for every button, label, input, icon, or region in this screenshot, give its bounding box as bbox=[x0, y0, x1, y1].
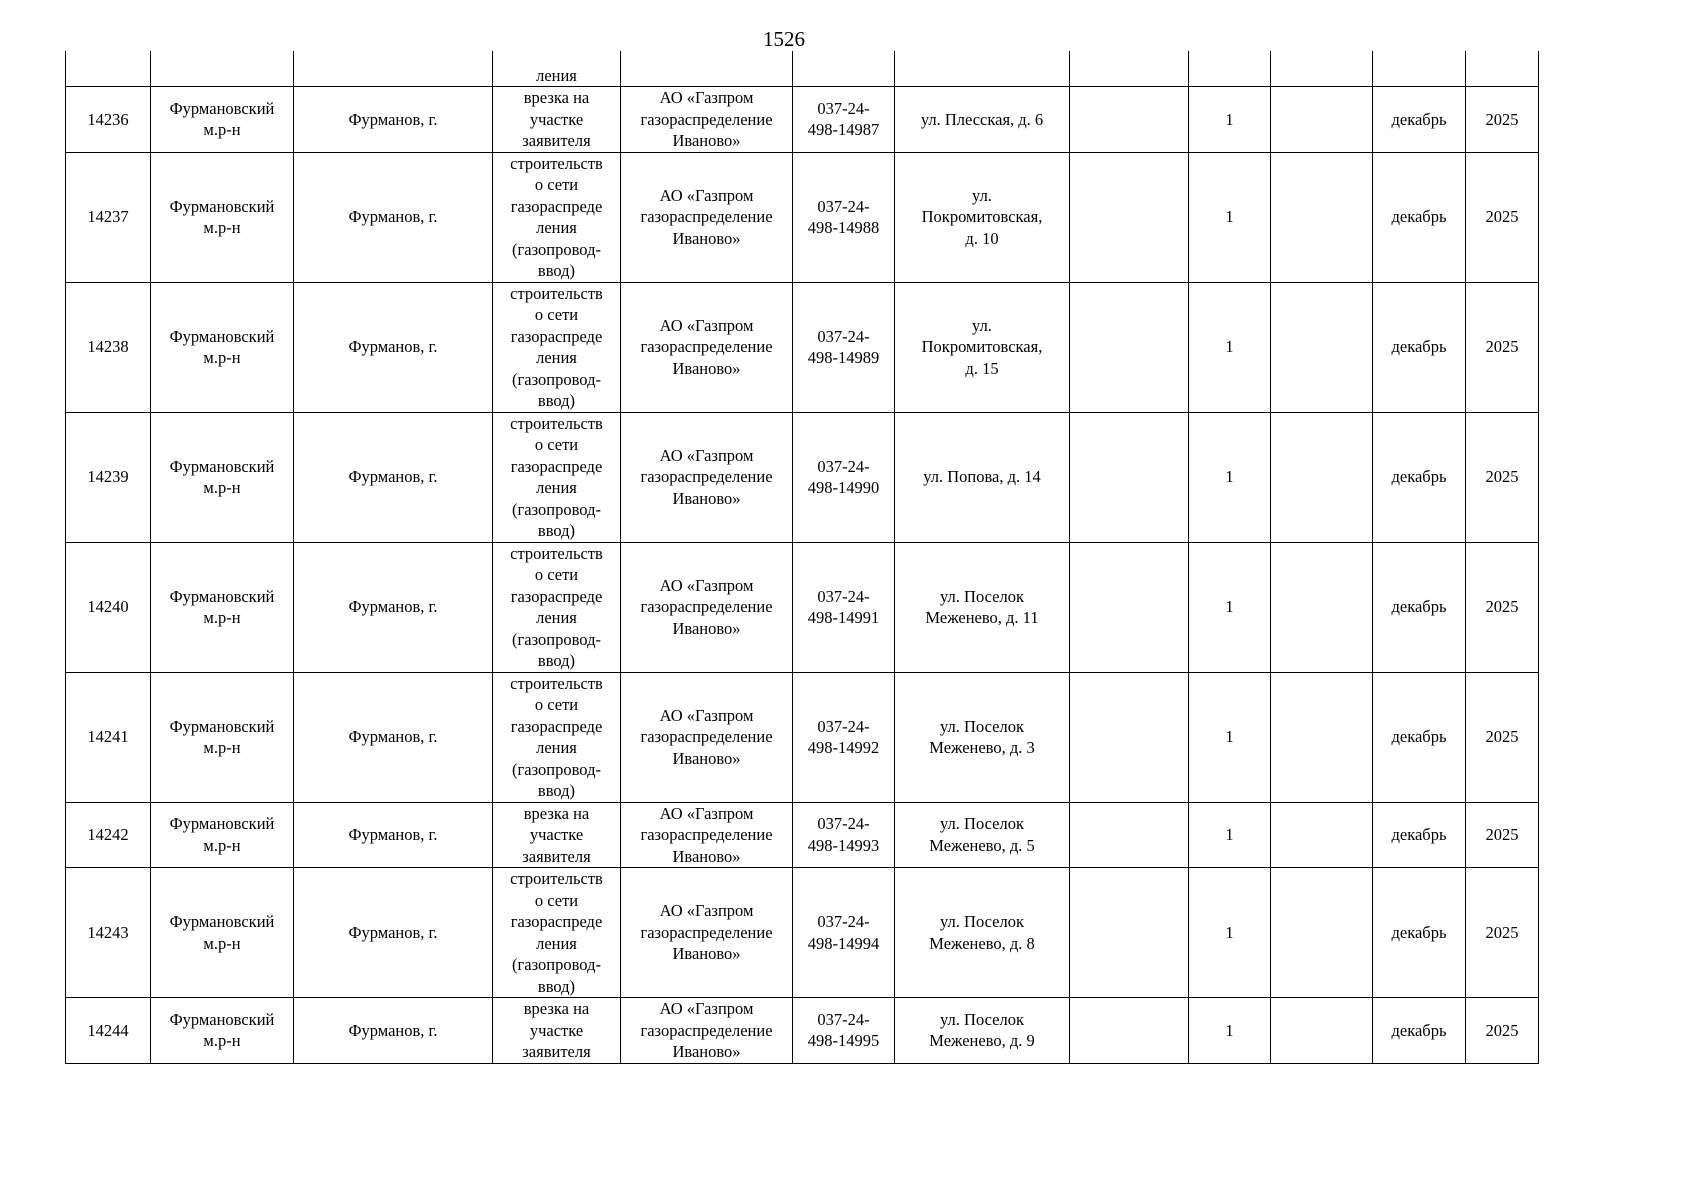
cell-month: декабрь bbox=[1373, 868, 1466, 998]
cell-empty-1 bbox=[1070, 998, 1189, 1064]
cell-district bbox=[151, 51, 294, 87]
page-number: 1526 bbox=[763, 27, 805, 51]
table-body bbox=[66, 51, 1539, 1063]
cell-no: 14236 bbox=[66, 87, 151, 153]
cell-quantity bbox=[1189, 51, 1271, 87]
cell-year: 2025 bbox=[1466, 152, 1539, 282]
cell-year bbox=[1466, 51, 1539, 87]
continued-row bbox=[66, 51, 1539, 87]
cell-month: декабрь bbox=[1373, 802, 1466, 868]
cell-empty-1 bbox=[1070, 542, 1189, 672]
cell-work-type: строительств о сети газораспреде ления (газопровод- ввод) bbox=[493, 412, 621, 542]
cell-month bbox=[1373, 51, 1466, 87]
cell-district: Фурмановский м.р-н bbox=[151, 542, 294, 672]
cell-quantity: 1 bbox=[1189, 282, 1271, 412]
cell-organization: АО «Газпром газораспределение Иваново» bbox=[621, 282, 793, 412]
cell-locality: Фурманов, г. bbox=[294, 868, 493, 998]
table-row bbox=[66, 282, 1539, 412]
cell-quantity: 1 bbox=[1189, 998, 1271, 1064]
cell-empty-1 bbox=[1070, 282, 1189, 412]
cell-month: декабрь bbox=[1373, 152, 1466, 282]
cell-code: 037-24- 498-14988 bbox=[793, 152, 895, 282]
cell-code: 037-24- 498-14995 bbox=[793, 998, 895, 1064]
cell-empty-2 bbox=[1271, 152, 1373, 282]
cell-locality: Фурманов, г. bbox=[294, 412, 493, 542]
cell-year: 2025 bbox=[1466, 998, 1539, 1064]
cell-empty-2 bbox=[1271, 282, 1373, 412]
cell-quantity: 1 bbox=[1189, 542, 1271, 672]
cell-work-type: строительств о сети газораспреде ления (газопровод- ввод) bbox=[493, 542, 621, 672]
cell-locality: Фурманов, г. bbox=[294, 542, 493, 672]
cell-quantity: 1 bbox=[1189, 802, 1271, 868]
cell-code: 037-24- 498-14994 bbox=[793, 868, 895, 998]
cell-empty-1 bbox=[1070, 868, 1189, 998]
cell-empty-1 bbox=[1070, 412, 1189, 542]
cell-district: Фурмановский м.р-н bbox=[151, 802, 294, 868]
cell-address: ул. Поселок Меженево, д. 8 bbox=[895, 868, 1070, 998]
cell-empty-1 bbox=[1070, 802, 1189, 868]
cell-address: ул. Плесская, д. 6 bbox=[895, 87, 1070, 153]
cell-month: декабрь bbox=[1373, 672, 1466, 802]
cell-month: декабрь bbox=[1373, 542, 1466, 672]
cell-address: ул. Попова, д. 14 bbox=[895, 412, 1070, 542]
cell-work-type: строительств о сети газораспреде ления (газопровод- ввод) bbox=[493, 282, 621, 412]
cell-organization bbox=[621, 51, 793, 87]
cell-quantity: 1 bbox=[1189, 672, 1271, 802]
table-row bbox=[66, 998, 1539, 1064]
cell-no: 14237 bbox=[66, 152, 151, 282]
cell-district: Фурмановский м.р-н bbox=[151, 998, 294, 1064]
cell-empty-2 bbox=[1271, 998, 1373, 1064]
cell-work-type: врезка на участке заявителя bbox=[493, 998, 621, 1064]
cell-month: декабрь bbox=[1373, 282, 1466, 412]
cell-no: 14244 bbox=[66, 998, 151, 1064]
table-row bbox=[66, 802, 1539, 868]
cell-district: Фурмановский м.р-н bbox=[151, 672, 294, 802]
cell-organization: АО «Газпром газораспределение Иваново» bbox=[621, 87, 793, 153]
cell-no: 14239 bbox=[66, 412, 151, 542]
cell-organization: АО «Газпром газораспределение Иваново» bbox=[621, 868, 793, 998]
table-row bbox=[66, 87, 1539, 153]
cell-no: 14240 bbox=[66, 542, 151, 672]
cell-empty-2 bbox=[1271, 672, 1373, 802]
cell-locality bbox=[294, 51, 493, 87]
table-row bbox=[66, 868, 1539, 998]
cell-work-type: врезка на участке заявителя bbox=[493, 802, 621, 868]
cell-district: Фурмановский м.р-н bbox=[151, 87, 294, 153]
cell-empty-1 bbox=[1070, 152, 1189, 282]
cell-code: 037-24- 498-14992 bbox=[793, 672, 895, 802]
cell-organization: АО «Газпром газораспределение Иваново» bbox=[621, 152, 793, 282]
cell-locality: Фурманов, г. bbox=[294, 802, 493, 868]
cell-empty-2 bbox=[1271, 87, 1373, 153]
cell-address bbox=[895, 51, 1070, 87]
cell-address: ул. Покромитовская, д. 10 bbox=[895, 152, 1070, 282]
cell-empty-2 bbox=[1271, 802, 1373, 868]
cell-year: 2025 bbox=[1466, 282, 1539, 412]
cell-work-type: врезка на участке заявителя bbox=[493, 87, 621, 153]
cell-code: 037-24- 498-14989 bbox=[793, 282, 895, 412]
cell-empty-2 bbox=[1271, 542, 1373, 672]
cell-year: 2025 bbox=[1466, 868, 1539, 998]
cell-district: Фурмановский м.р-н bbox=[151, 868, 294, 998]
cell-no bbox=[66, 51, 151, 87]
cell-work-type: ления bbox=[493, 51, 621, 87]
cell-organization: АО «Газпром газораспределение Иваново» bbox=[621, 802, 793, 868]
cell-work-type: строительств о сети газораспреде ления (газопровод- ввод) bbox=[493, 672, 621, 802]
cell-month: декабрь bbox=[1373, 412, 1466, 542]
cell-locality: Фурманов, г. bbox=[294, 152, 493, 282]
cell-district: Фурмановский м.р-н bbox=[151, 282, 294, 412]
cell-empty-2 bbox=[1271, 868, 1373, 998]
cell-empty-1 bbox=[1070, 51, 1189, 87]
cell-work-type: строительств о сети газораспреде ления (газопровод- ввод) bbox=[493, 152, 621, 282]
cell-work-type: строительств о сети газораспреде ления (газопровод- ввод) bbox=[493, 868, 621, 998]
cell-empty-1 bbox=[1070, 87, 1189, 153]
cell-organization: АО «Газпром газораспределение Иваново» bbox=[621, 542, 793, 672]
cell-empty-2 bbox=[1271, 412, 1373, 542]
table-row bbox=[66, 542, 1539, 672]
cell-quantity: 1 bbox=[1189, 412, 1271, 542]
cell-no: 14241 bbox=[66, 672, 151, 802]
cell-no: 14242 bbox=[66, 802, 151, 868]
gas-connection-register-table bbox=[65, 51, 1539, 1064]
cell-district: Фурмановский м.р-н bbox=[151, 412, 294, 542]
cell-code: 037-24- 498-14987 bbox=[793, 87, 895, 153]
cell-code: 037-24- 498-14991 bbox=[793, 542, 895, 672]
cell-month: декабрь bbox=[1373, 998, 1466, 1064]
cell-district: Фурмановский м.р-н bbox=[151, 152, 294, 282]
cell-organization: АО «Газпром газораспределение Иваново» bbox=[621, 412, 793, 542]
cell-year: 2025 bbox=[1466, 412, 1539, 542]
cell-year: 2025 bbox=[1466, 802, 1539, 868]
cell-year: 2025 bbox=[1466, 87, 1539, 153]
cell-code bbox=[793, 51, 895, 87]
cell-address: ул. Поселок Меженево, д. 11 bbox=[895, 542, 1070, 672]
cell-address: ул. Поселок Меженево, д. 5 bbox=[895, 802, 1070, 868]
cell-month: декабрь bbox=[1373, 87, 1466, 153]
cell-no: 14238 bbox=[66, 282, 151, 412]
cell-quantity: 1 bbox=[1189, 868, 1271, 998]
cell-year: 2025 bbox=[1466, 542, 1539, 672]
cell-locality: Фурманов, г. bbox=[294, 87, 493, 153]
cell-quantity: 1 bbox=[1189, 87, 1271, 153]
cell-code: 037-24- 498-14993 bbox=[793, 802, 895, 868]
cell-locality: Фурманов, г. bbox=[294, 998, 493, 1064]
cell-organization: АО «Газпром газораспределение Иваново» bbox=[621, 998, 793, 1064]
table-row bbox=[66, 412, 1539, 542]
cell-organization: АО «Газпром газораспределение Иваново» bbox=[621, 672, 793, 802]
cell-locality: Фурманов, г. bbox=[294, 282, 493, 412]
cell-year: 2025 bbox=[1466, 672, 1539, 802]
cell-address: ул. Покромитовская, д. 15 bbox=[895, 282, 1070, 412]
cell-quantity: 1 bbox=[1189, 152, 1271, 282]
cell-empty-1 bbox=[1070, 672, 1189, 802]
table-row bbox=[66, 152, 1539, 282]
cell-address: ул. Поселок Меженево, д. 9 bbox=[895, 998, 1070, 1064]
cell-address: ул. Поселок Меженево, д. 3 bbox=[895, 672, 1070, 802]
cell-no: 14243 bbox=[66, 868, 151, 998]
cell-code: 037-24- 498-14990 bbox=[793, 412, 895, 542]
table-row bbox=[66, 672, 1539, 802]
cell-locality: Фурманов, г. bbox=[294, 672, 493, 802]
cell-empty-2 bbox=[1271, 51, 1373, 87]
